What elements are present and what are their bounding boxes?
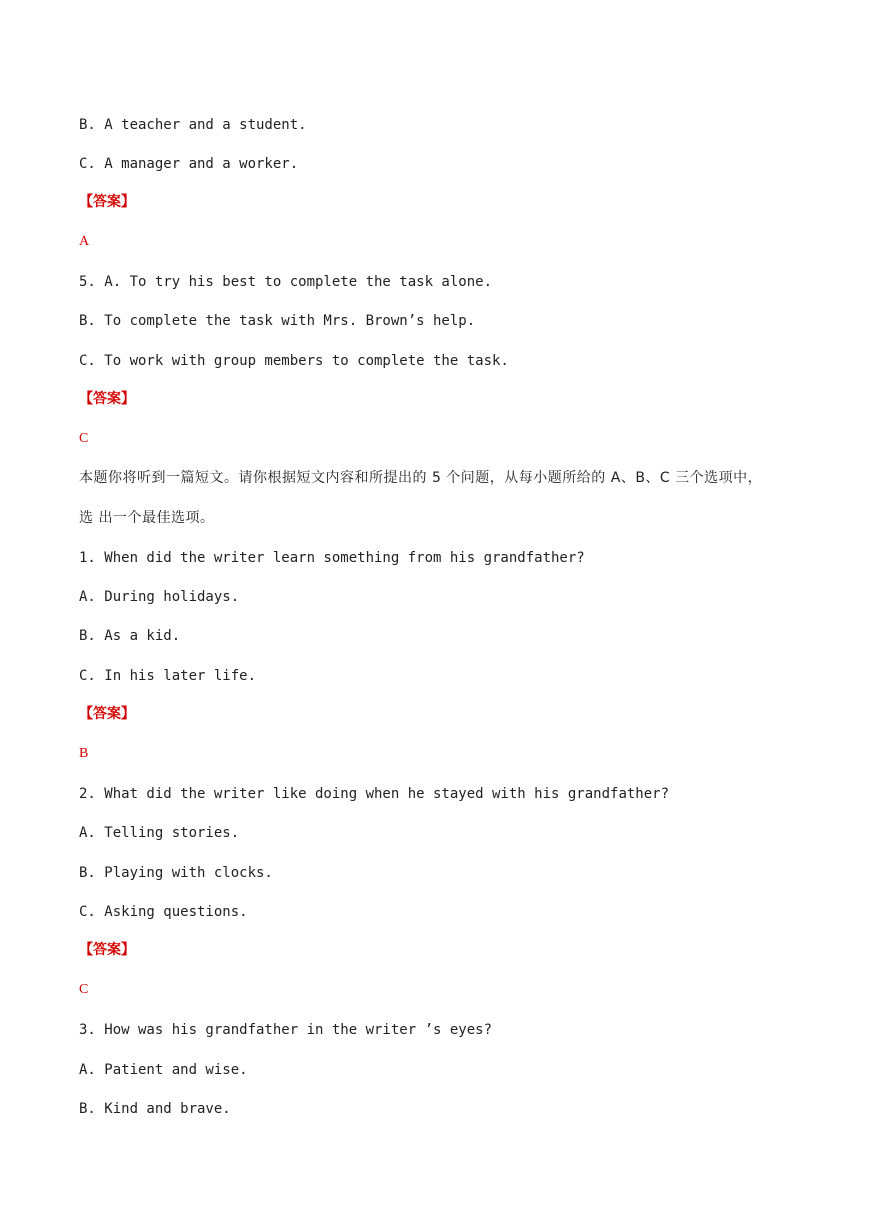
instruction-line: 本题你将听到一篇短文。请你根据短文内容和所提出的 5 个问题，从每小题所给的 A、B、C 三个选项中， xyxy=(79,470,763,486)
option-line: C. A manager and a worker. xyxy=(79,156,299,172)
answer-tag: 【答案】 xyxy=(79,706,135,722)
option-line: A. Telling stories. xyxy=(79,825,240,841)
option-line: B. A teacher and a student. xyxy=(79,117,307,133)
option-line: B. To complete the task with Mrs. Brown’s help. xyxy=(79,313,476,329)
option-line: A. Patient and wise. xyxy=(79,1062,248,1078)
answer-value: A xyxy=(79,234,90,249)
question-line: 2. What did the writer like doing when he stayed with his grandfather? xyxy=(79,786,670,802)
question-line: 3. How was his grandfather in the writer ’s eyes? xyxy=(79,1022,493,1038)
question-line: 1. When did the writer learn something from his grandfather? xyxy=(79,550,585,566)
option-line: A. During holidays. xyxy=(79,589,240,605)
answer-tag: 【答案】 xyxy=(79,942,135,958)
answer-value: C xyxy=(79,982,89,997)
option-line: B. As a kid. xyxy=(79,628,181,644)
option-line: C. To work with group members to complete the task. xyxy=(79,353,509,369)
instruction-line: 选 出一个最佳选项。 xyxy=(79,510,215,526)
answer-value: C xyxy=(79,431,89,446)
answer-tag: 【答案】 xyxy=(79,194,135,210)
answer-tag: 【答案】 xyxy=(79,391,135,407)
option-line: B. Kind and brave. xyxy=(79,1101,231,1117)
question-line: 5. A. To try his best to complete the task alone. xyxy=(79,274,493,290)
option-line: C. In his later life. xyxy=(79,668,257,684)
option-line: C. Asking questions. xyxy=(79,904,248,920)
answer-value: B xyxy=(79,746,89,761)
option-line: B. Playing with clocks. xyxy=(79,865,273,881)
